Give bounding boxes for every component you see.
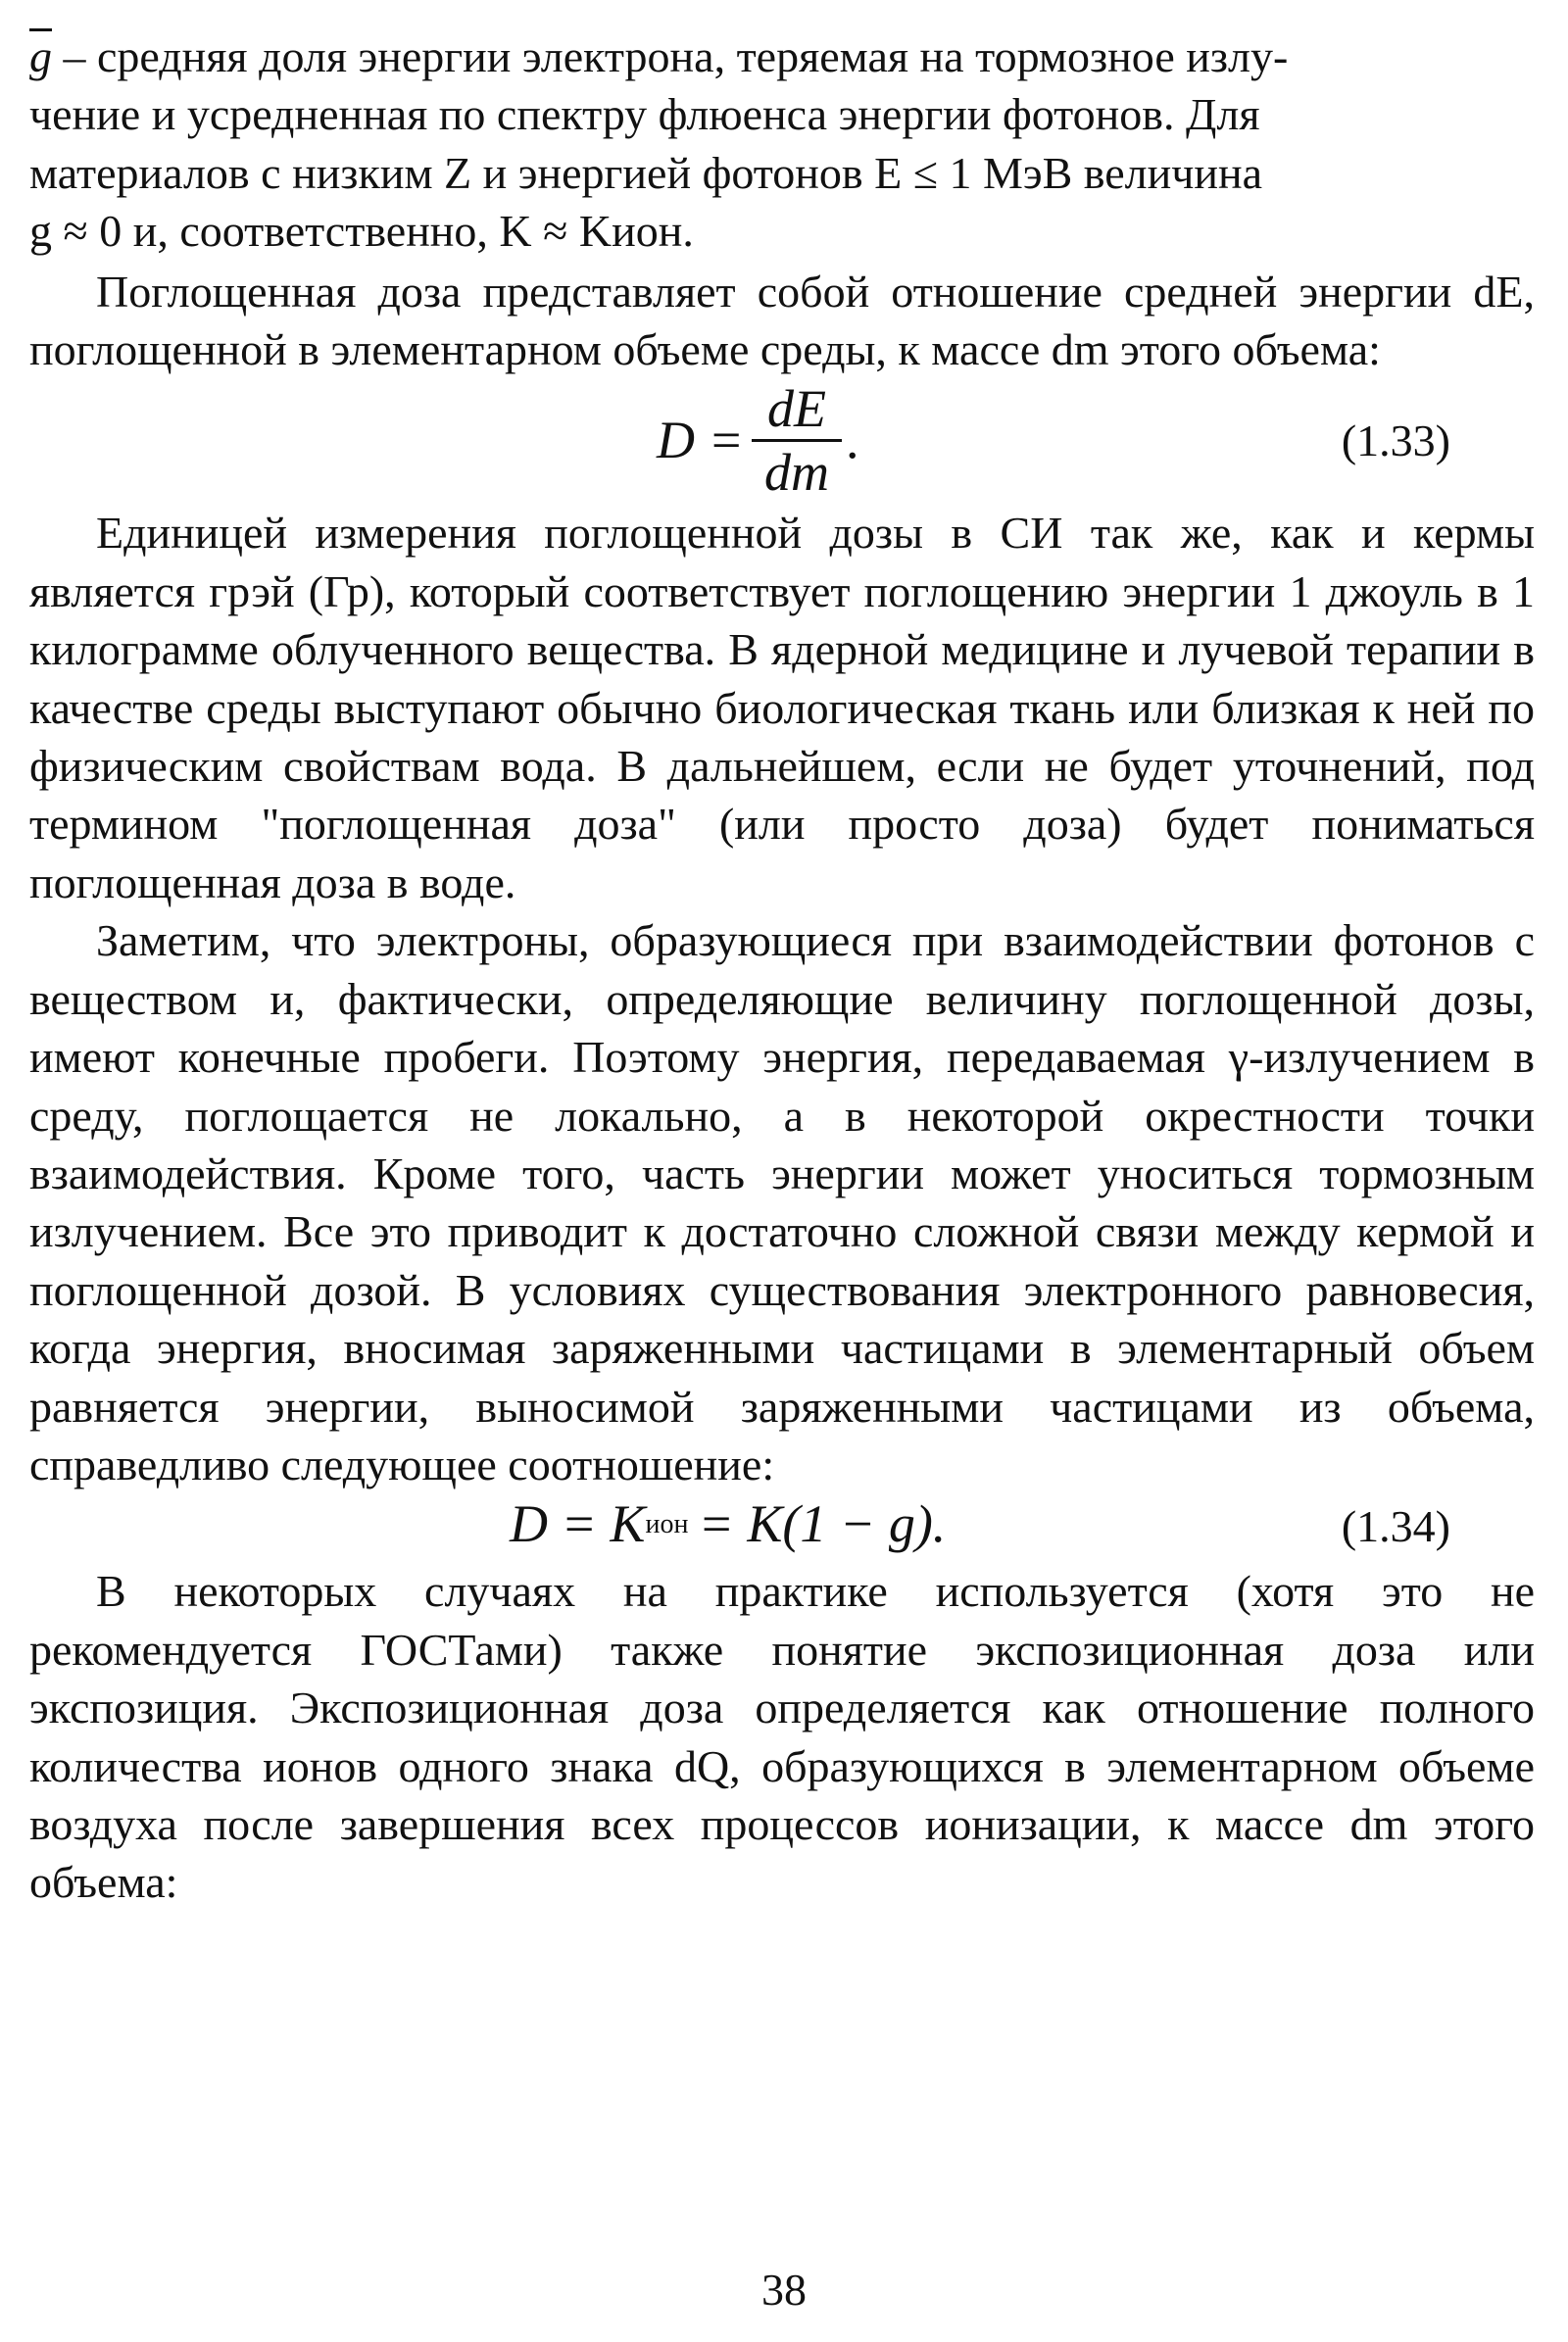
fraction-numerator: dE <box>766 379 826 439</box>
fraction-denominator: dm <box>763 443 829 503</box>
paragraph-exposure-dose: В некоторых случаях на практике используется (хотя это не рекомендуется ГОСТами) также понятие экспозиционная доза или экспозиция. Экспозиционная доза определяется как отношение полного количества ионов одного знака dQ, образующихся в элементарном объеме воздуха после завершения всех процессов ионизации, к массе dm этого объема: <box>29 1566 1535 1908</box>
eq-lhs: D = <box>657 411 744 470</box>
paragraph-absorbed-dose: Поглощенная доза представляет собой отношение средней энергии dE, поглощенной в элементарном объеме среды, к массе dm этого объема: <box>29 266 1535 375</box>
eq-part-a: D = K <box>510 1494 646 1554</box>
equation-1-34: D = K ион = K(1 − g). (1.34) <box>29 1493 1535 1562</box>
paragraph-electron-equilibrium: Заметим, что электроны, образующиеся при взаимодействии фотонов с веществом и, фактически, определяющие величину поглощенной дозы, имеют конечные пробеги. Поэтому энергия, передаваемая γ-излучением в среду, поглощается не локально, а в некоторой окрестности точки взаимодействия. Кроме того, часть энергии может уноситься тормозным излучением. Все это приводит к достаточно сложной связи между кермой и поглощенной дозой. В условиях существования электронного равновесия, когда энергия, вносимая заряженными частицами в элементарный объем равняется энергии, выносимой заряженными частицами из объема, справедливо следующее соотношение: <box>29 915 1535 1489</box>
paragraph-gray-unit: Единицей измерения поглощенной дозы в СИ так же, как и кермы является грэй (Гр), который соответствует поглощению энергии 1 джоуль в 1 килограмме облученного вещества. В ядерной медицине и лучевой терапии в качестве среды выступают обычно биологическая ткань или близкая к ней по физическим свойствам вода. В дальнейшем, если не будет уточнений, под термином "поглощенная доза" (или просто доза) будет пониматься поглощенная доза в воде. <box>29 508 1535 907</box>
eq-part-b: = K(1 − g). <box>698 1494 947 1554</box>
paragraph-g-definition <box>29 27 1535 261</box>
fraction <box>752 378 842 503</box>
line-text: g ≈ 0 и, соответственно, K ≈ Kион. <box>29 206 694 257</box>
page-number: 38 <box>761 2265 807 2315</box>
eq-period: . <box>845 411 859 470</box>
equation-1-33 <box>29 378 1535 504</box>
line-text: чение и усредненная по спектру флюенса энергии фотонов. Для <box>29 89 1260 140</box>
line-text: – средняя доля энергии электрона, теряемая на тормозное излу- <box>63 31 1289 81</box>
equation-number: (1.33) <box>1341 415 1450 466</box>
line-text: материалов с низким Z и энергией фотонов E ≤ 1 МэВ величина <box>29 147 1262 198</box>
symbol-g-bar: $\overline{g}$ <box>29 31 52 81</box>
equation-number: (1.34) <box>1341 1501 1450 1552</box>
document-page <box>29 27 1535 1912</box>
